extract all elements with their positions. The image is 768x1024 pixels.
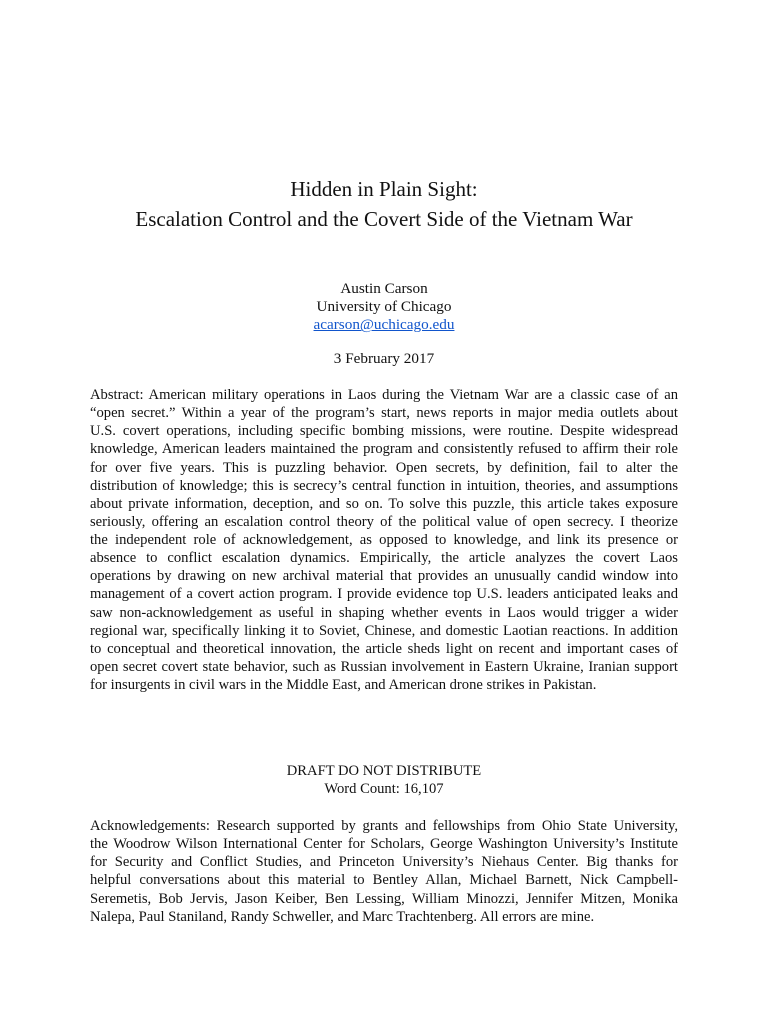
abstract-line: open secret covert state behavior, such as Russian involvement in Eastern Ukraine, Iranian support — [90, 658, 678, 675]
word-count: Word Count: 16,107 — [324, 781, 444, 797]
abstract-line: Abstract: American military operations in Laos during the Vietnam War are a classic case of an — [90, 387, 678, 403]
paper-date: 3 February 2017 — [333, 350, 435, 367]
abstract-line: management of a covert action program. I provide evidence top U.S. leaders anticipated leaks and — [90, 586, 678, 603]
title-line-1: Hidden in Plain Sight: — [290, 177, 478, 201]
abstract-line: the independent role of acknowledgement, as opposed to knowledge, and link its presence or — [90, 532, 678, 548]
author-block — [0, 280, 768, 335]
acknowledgements-line: helpful conversations about this material to Bentley Allan, Michael Barnett, Nick Campbell- — [90, 872, 678, 889]
abstract-line: operations by drawing on new archival material that provides an unusually candid window into — [90, 568, 678, 585]
abstract-line: distribution of knowledge; this is secrecy’s central function in intuition, theories, and assumptions — [90, 477, 678, 494]
abstract-line: “open secret.” Within a year of the program’s start, news reports in major media outlets about — [90, 405, 678, 422]
acknowledgements-line: Seremetis, Bob Jervis, Jason Keiber, Ben Lessing, William Minozzi, Jennifer Mitzen, Monika — [90, 890, 678, 907]
abstract-line: about private information, deception, and so on. To solve this puzzle, this article takes exposure — [90, 495, 678, 512]
acknowledgements-line: for Security and Conflict Studies, and Princeton University’s Niehaus Center. Big thanks for — [90, 854, 678, 871]
acknowledgements-line: the Woodrow Wilson International Center for Scholars, George Washington University’s Institute — [90, 836, 678, 853]
abstract-line: U.S. covert operations, including specific bombing missions, were routine. Despite widespread — [90, 423, 678, 440]
abstract-line: for over five years. This is puzzling behavior. Open secrets, by definition, fail to alter the — [90, 459, 678, 476]
paper-title — [0, 174, 768, 234]
acknowledgements-line: Acknowledgements: Research supported by grants and fellowships from Ohio State University, — [90, 818, 678, 834]
abstract-line: knowledge, American leaders maintained the program and consistently refused to affirm their role — [90, 441, 678, 458]
abstract-line: to conceptual and theoretical innovation, the article sheds light on recent and important cases of — [90, 640, 678, 657]
abstract-paragraph — [90, 386, 678, 694]
abstract-line: seriously, offering an escalation control theory of the political value of open secrecy. I theorize — [90, 513, 678, 530]
author-name: Austin Carson — [340, 280, 428, 297]
author-affiliation: University of Chicago — [316, 298, 452, 316]
acknowledgements-line: Nalepa, Paul Staniland, Randy Schweller, and Marc Trachtenberg. All errors are mine. — [90, 908, 595, 925]
draft-notice-block — [0, 762, 768, 798]
acknowledgements-paragraph — [90, 817, 678, 926]
abstract-line: saw non-acknowledgement as useful in shaping whether events in Laos would trigger a wider — [90, 604, 678, 621]
author-email-link[interactable]: acarson@uchicago.edu — [313, 316, 455, 334]
title-line-2: Escalation Control and the Covert Side of the Vietnam War — [135, 207, 633, 231]
abstract-line: absence to conflict escalation dynamics. Empirically, the article analyzes the covert Laos — [90, 550, 678, 567]
abstract-line: for insurgents in civil wars in the Middle East, and American drone strikes in Pakistan. — [90, 677, 597, 693]
abstract-line: regional war, specifically linking it to Soviet, Chinese, and domestic Laotian reactions. In addition — [90, 622, 678, 639]
draft-notice: DRAFT DO NOT DISTRIBUTE — [286, 763, 482, 779]
